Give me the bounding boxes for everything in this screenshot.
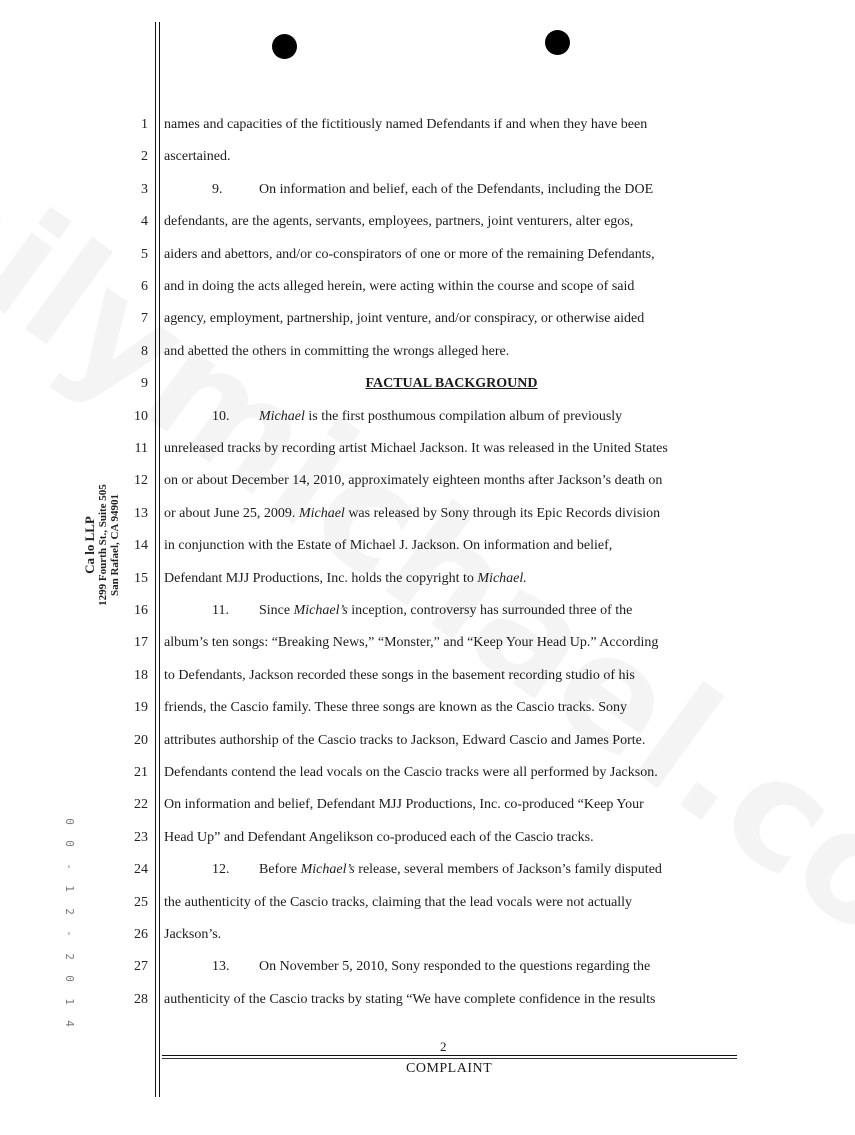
stamp-char: - bbox=[62, 930, 76, 937]
line-number: 22 bbox=[134, 797, 148, 813]
line-number: 11 bbox=[134, 441, 148, 456]
stamp-char: 2 bbox=[62, 907, 76, 915]
body-line: Head Up” and Defendant Angelikson co-produced each of the Cascio tracks. bbox=[164, 829, 594, 845]
paragraph-9: 9. On information and belief, each of the Defendants, including the DOE bbox=[164, 178, 739, 202]
page-number: 2 bbox=[440, 1039, 447, 1054]
line-number: 3 bbox=[141, 181, 148, 197]
line-number: 6 bbox=[141, 279, 148, 294]
paragraph-10: 10. Michael is the first posthumous compilation album of previously bbox=[164, 405, 739, 429]
margin-rule-left-outer bbox=[155, 22, 156, 1097]
body-line: album’s ten songs: “Breaking News,” “Monster,” and “Keep Your Head Up.” According bbox=[164, 635, 659, 651]
line-number: 20 bbox=[134, 732, 148, 748]
stamp-char: 1 bbox=[62, 997, 76, 1005]
body-line: authenticity of the Cascio tracks by stating “We have complete confidence in the results bbox=[164, 991, 656, 1007]
line-number: 24 bbox=[134, 862, 148, 878]
line-number: 4 bbox=[141, 214, 148, 230]
line-number: 25 bbox=[134, 894, 148, 910]
line-number: 28 bbox=[134, 991, 148, 1007]
line-number: 26 bbox=[134, 927, 148, 942]
firm-address-line2: San Rafael, CA 94901 bbox=[109, 493, 121, 597]
margin-rule-left-inner bbox=[159, 22, 160, 1097]
body-line: aiders and abettors, and/or co-conspirators of one or more of the remaining Defendants, bbox=[164, 246, 655, 262]
body-line: on or about December 14, 2010, approximately eighteen months after Jackson’s death on bbox=[164, 473, 663, 489]
footer-rule-secondary bbox=[162, 1058, 737, 1059]
line-number: 7 bbox=[141, 311, 148, 327]
punch-hole-left bbox=[272, 34, 297, 59]
body-line: in conjunction with the Estate of Michael J. Jackson. On information and belief, bbox=[164, 538, 613, 554]
body-line: friends, the Cascio family. These three songs are known as the Cascio tracks. Sony bbox=[164, 700, 628, 716]
paragraph-12: 12. Before Michael’s release, several members of Jackson’s family disputed bbox=[164, 858, 739, 882]
paragraph-number: 12. bbox=[212, 862, 230, 878]
body-line: the authenticity of the Cascio tracks, claiming that the lead vocals were not actually bbox=[164, 894, 633, 910]
line-number: 8 bbox=[141, 343, 148, 359]
paragraph-number: 10. bbox=[212, 408, 230, 424]
document-title-footer: COMPLAINT bbox=[406, 1061, 493, 1076]
line-number: 21 bbox=[134, 765, 148, 780]
line-number: 1 bbox=[141, 117, 148, 132]
punch-hole-right bbox=[545, 30, 570, 55]
paragraph-13: 13. On November 5, 2010, Sony responded to the questions regarding the bbox=[164, 955, 739, 979]
body-line: On information and belief, Defendant MJJ Productions, Inc. co-produced “Keep Your bbox=[164, 797, 644, 813]
line-number: 15 bbox=[134, 570, 148, 586]
firm-letterhead bbox=[72, 470, 132, 620]
line-number: 12 bbox=[134, 473, 148, 489]
line-number: 19 bbox=[134, 700, 148, 716]
margin-stamp bbox=[58, 815, 80, 1030]
line-number: 23 bbox=[134, 829, 148, 845]
line-number: 5 bbox=[141, 246, 148, 262]
body-line: defendants, are the agents, servants, employees, partners, joint venturers, alter egos, bbox=[164, 214, 634, 230]
body-line: Defendant MJJ Productions, Inc. holds the copyright to Michael. bbox=[164, 570, 527, 586]
footer-rule bbox=[162, 1055, 737, 1056]
stamp-char: 4 bbox=[62, 1020, 76, 1027]
line-number: 10 bbox=[134, 408, 148, 424]
body-line: names and capacities of the fictitiously named Defendants if and when they have been bbox=[164, 117, 648, 132]
paragraph-number: 9. bbox=[212, 181, 223, 197]
body-line: or about June 25, 2009. Michael was released by Sony through its Epic Records division bbox=[164, 505, 661, 521]
line-number: 14 bbox=[134, 538, 148, 554]
line-number: 17 bbox=[134, 635, 148, 651]
body-line: and abetted the others in committing the wrongs alleged here. bbox=[164, 343, 510, 359]
line-number: 2 bbox=[141, 149, 148, 165]
line-number: 9 bbox=[141, 376, 148, 392]
paragraph-number: 11. bbox=[212, 603, 229, 618]
stamp-char: 2 bbox=[62, 952, 76, 960]
line-number: 13 bbox=[134, 505, 148, 521]
line-number: 27 bbox=[134, 959, 148, 975]
body-line: ascertained. bbox=[164, 149, 231, 165]
line-number: 18 bbox=[134, 667, 148, 683]
body-line: agency, employment, partnership, joint venture, and/or conspiracy, or otherwise aided bbox=[164, 311, 645, 327]
stamp-char: - bbox=[62, 863, 76, 870]
body-line: attributes authorship of the Cascio tracks to Jackson, Edward Cascio and James Porte. bbox=[164, 732, 646, 748]
stamp-char: 0 bbox=[62, 818, 76, 825]
body-line: Jackson’s. bbox=[164, 927, 222, 942]
firm-name: Ca lo LLP bbox=[82, 516, 97, 574]
line-number: 16 bbox=[134, 603, 148, 618]
paragraph-11: 11. Since Michael’s inception, controversy has surrounded three of the bbox=[164, 599, 739, 623]
body-line: to Defendants, Jackson recorded these songs in the basement recording studio of his bbox=[164, 667, 635, 683]
body-line: and in doing the acts alleged herein, were acting within the course and scope of said bbox=[164, 279, 635, 294]
body-line: unreleased tracks by recording artist Michael Jackson. It was released in the United States bbox=[164, 441, 668, 456]
body-line: Defendants contend the lead vocals on the Cascio tracks were all performed by Jackson. bbox=[164, 765, 658, 780]
paragraph-number: 13. bbox=[212, 959, 230, 975]
section-heading: FACTUAL BACKGROUND bbox=[365, 376, 538, 392]
stamp-char: 1 bbox=[62, 885, 76, 893]
firm-address-line1: 1299 Fourth St., Suite 505 bbox=[97, 484, 109, 606]
stamp-char: 0 bbox=[62, 840, 76, 848]
stamp-char: 0 bbox=[62, 975, 76, 982]
